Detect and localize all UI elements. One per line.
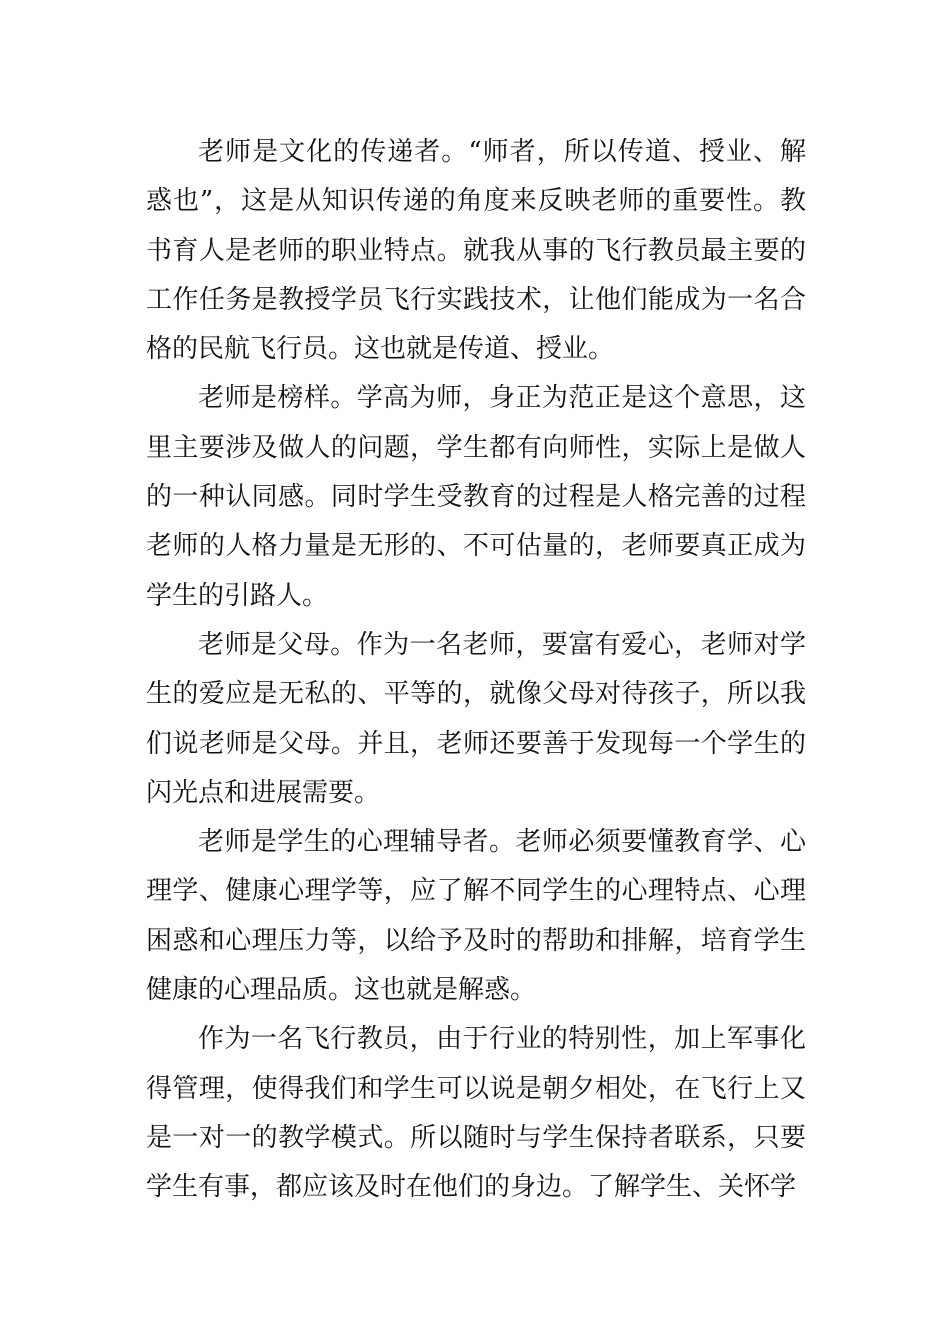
paragraph-psychological-counselor: 老师是学生的心理辅导者。老师必须要懂教育学、心理学、健康心理学等，应了解不同学生的心理特点、心理困惑和心理压力等，以给予及时的帮助和排解，培育学生健康的心理品质。这也就是解惑。 bbox=[146, 827, 806, 1006]
paragraph-role-model: 老师是榜样。学高为师，身正为范正是这个意思，这里主要涉及做人的问题，学生都有向师性，实际上是做人的一种认同感。同时学生受教育的过程是人格完善的过程老师的人格力量是无形的、不可估量的，老师要真正成为学生的引路人。 bbox=[146, 383, 806, 611]
paragraph-culture-transmitter: 老师是文化的传递者。“师者，所以传道、授业、解惑也”，这是从知识传递的角度来反映老师的重要性。教书育人是老师的职业特点。就我从事的飞行教员最主要的工作任务是教授学员飞行实践技术，让他们能成为一名合格的民航飞行员。这也就是传道、授业。 bbox=[146, 137, 806, 365]
paragraph-flight-instructor: 作为一名飞行教员，由于行业的特别性，加上军事化得管理，使得我们和学生可以说是朝夕相处，在飞行上又是一对一的教学模式。所以随时与学生保持者联系，只要学生有事，都应该及时在他们的身边。了解学生、关怀学 bbox=[146, 1024, 806, 1203]
paragraph-parent: 老师是父母。作为一名老师，要富有爱心，老师对学生的爱应是无私的、平等的，就像父母对待孩子，所以我们说老师是父母。并且，老师还要善于发现每一个学生的闪光点和进展需要。 bbox=[146, 629, 806, 808]
document-body bbox=[146, 128, 806, 1213]
